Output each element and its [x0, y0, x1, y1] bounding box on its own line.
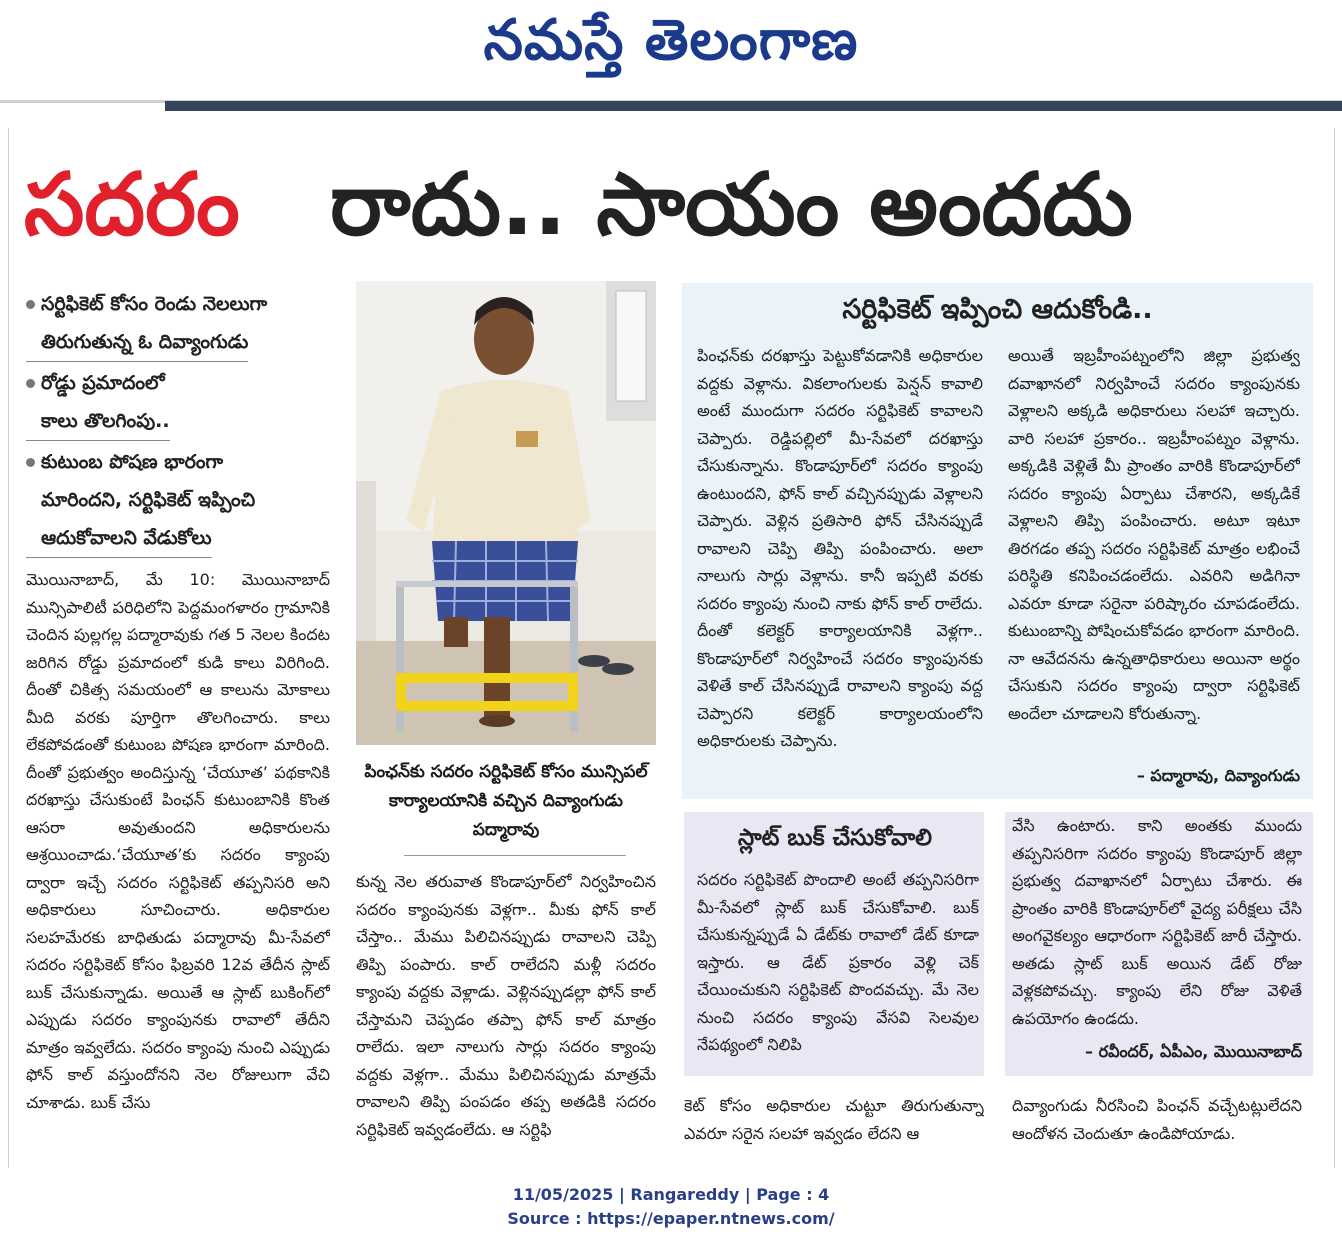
- info-text: వేసి ఉంటారు. కాని అంతకు ముందు తప్పనిసరిగా సదరం క్యాంపు కొండాపూర్ జిల్లా ప్రభుత్వ దవాఖానలో ఏర్పాటు చేశారు. ఈ ప్రాంతం వారికి కొండాపూర్‌లో వైద్య పరీక్షలు చేసి అంగవైకల్యం ఆధారంగా సర్టిఫికెట్ జారీ చేస్తారు. అతడు స్లాట్ బుక్ అయిన డేట్ రోజు వెళ్లకపోవచ్చు. క్యాంపు లేని రోజు వెళితే ఉపయోగం ఉండదు.: [1012, 816, 1302, 1028]
- article-text: మొయినాబాద్, మే 10: మొయినాబాద్ మున్సిపాలిటీ పరిధిలోని పెద్దమంగళారం గ్రామానికి చెందిన పుల్లగల్ల పద్మారావుకు గత 5 నెలల కిందట జరిగిన రోడ్డు ప్రమాదంలో కుడి కాలు విరిగింది. దీంతో చికిత్స సమయంలో ఆ కాలును మోకాలు మీది వరకు పూర్తిగా తొలగించారు. కాలు లేకపోవడంతో కుటుంబ పోషణ భారంగా మారింది. దీంతో ప్రభుత్వం అందిస్తున్న ‘చేయూత’ పథకానికి దరఖాస్తు చేసుకుంటే పింఛన్ కుటుంబానికి కొంత ఆసరా అవుతుందని అధికారులను ఆశ్రయించాడు.‘చేయూత’కు సదరం క్యాంపు ద్వారా ఇచ్చే సదరం సర్టిఫికెట్ తప్పనిసరి అని అధికారులు సూచించారు. అధికారుల సలహమేరకు బాధితుడు పద్మారావు మీ-సేవలో సదరం సర్టిఫికెట్ కోసం ఫిబ్రవరి 12వ తేదీన స్లాట్ బుక్ చేసుకున్నాడు. అయితే ఆ స్లాట్ బుకింగ్‌లో ఎప్పుడు సదరం క్యాంపునకు రావాలో తేదీని మాత్రం ఇవ్వలేదు. సదరం క్యాంపు నుంచి ఎప్పుడు ఫోన్ కాల్ వస్తుందోనని నెల రోజులుగా వేచి చూశాడు. బుక్ చేసు: [26, 570, 330, 1112]
- quote-text: అయితే ఇబ్రహీంపట్నంలోని జిల్లా ప్రభుత్వ దవాఖానలో నిర్వహించే సదరం క్యాంపునకు వెళ్లాలని అక్కడి అధికారులు సలహా ఇచ్చారు. వారి సలహా ప్రకారం.. ఇబ్రహీంపట్నం వెళ్లాను. అక్కడికి వెళ్లితే మీ ప్రాంతం వారికి కొండాపూర్‌లో సదరం క్యాంపు ఏర్పాటు చేశారని, అక్కడికే వెళ్లాలని తిప్పి పంపించారు. అటూ ఇటూ తిరగడం తప్ప సదరం సర్టిఫికెట్ మాత్రం లభించే పరిస్థితి కనిపించడంలేదు. ఎవరిని అడిగినా ఎవరూ కూడా సరైనా పరిష్కారం చూపడంలేదు. కుటుంబాన్ని పోషించుకోవడం భారంగా మారింది. నా ఆవేదనను ఉన్నతాధికారులు అయినా అర్థం చేసుకుని సదరం క్యాంపు ద్వారా సర్టిఫికెట్ అందేలా చూడాలని కోరుతున్నా.: [1008, 346, 1300, 723]
- article-column-2: [356, 868, 656, 1158]
- bullet-point: [26, 285, 326, 362]
- bullet-point: [26, 364, 326, 441]
- bullet-point: [26, 443, 326, 558]
- masthead-bar: [165, 101, 1342, 111]
- quote-text: పింఛన్‌కు దరఖాస్తు పెట్టుకోవడానికి అధికారుల వద్దకు వెళ్లాను. వికలాంగులకు పెన్షన్ కావాలి అంటే ముందుగా సదరం సర్టిఫికెట్ కావాలని చెప్పారు. రెడ్డిపల్లిలో మీ-సేవలో దరఖాస్తు చేసుకున్నాను. కొండాపూర్‌లో సదరం క్యాంపు ఉంటుందని, ఫోన్ కాల్ వచ్చినప్పుడు వెళ్లాలని చెప్పారు. వెళ్లిన ప్రతిసారి ఫోన్ చేసినప్పుడే రావాలని చెప్పి తిప్పి పంపించారు. అలా నాలుగు సార్లు వెళ్లాను. కానీ ఇప్పటి వరకు సదరం క్యాంపు నుంచి నాకు ఫోన్ కాల్ రాలేదు. దీంతో కలెక్టర్ కార్యాలయానికి వెళ్లగా.. కొండాపూర్‌లో నిర్వహించే సదరం క్యాంపునకు వెళితే కాల్ చేసినప్పుడే రావాలని క్యాంపు వద్ద చెప్పారని కలెక్టర్ కార్యాలయంలోని అధికారులకు చెప్పాను.: [697, 346, 983, 750]
- bullet-dot-icon: [26, 458, 35, 467]
- masthead: [0, 0, 1342, 92]
- caption-divider: [404, 855, 626, 856]
- info-box-column-2: [1012, 812, 1302, 1034]
- bullet-text: రోడ్డు ప్రమాదంలో: [41, 372, 165, 394]
- bullet-text: కుటుంబ పోషణ భారంగా: [41, 451, 224, 473]
- article-column-3: [684, 1092, 984, 1152]
- info-box-column-1: [697, 866, 979, 1066]
- headline: [0, 150, 1342, 260]
- bullet-text: కాలు తొలగింపు..: [26, 402, 170, 441]
- headline-rest: రాదు.. సాయం అందదు: [330, 155, 1133, 255]
- bullet-text: మారిందని, సర్టిఫికెట్ ఇప్పించి: [41, 489, 256, 511]
- quote-signature: – పద్మారావు, దివ్యాంగుడు: [1136, 766, 1300, 785]
- article-column-1: [26, 566, 330, 1156]
- article-text: కున్న నెల తరువాత కొండాపూర్‌లో నిర్వహించిన సదరం క్యాంపునకు వెళ్లగా.. మీకు ఫోన్ కాల్ చేస్తాం.. మేము పిలిచినప్పుడు రావాలని చెప్పి తిప్పి పంపారు. కాల్ రాలేదని మళ్లీ సదరం క్యాంపు వద్దకు వెళ్లాడు. వెళ్లినప్పుడల్లా ఫోన్ కాల్ చేస్తామని చెప్పడం తప్పా ఫోన్ కాల్ మాత్రం రాలేదు. ఇలా నాలుగు సార్లు సదరం క్యాంపు వద్దకు వెళ్లగా.. మేము పిలిచినప్పుడు మాత్రమే రావాలని తిప్పి పంపడం తప్ప అతడికి సదరం సర్టిఫికెట్ ఇవ్వడంలేదు. ఆ సర్టిఫి: [356, 872, 656, 1139]
- info-box-title: స్లాట్ బుక్ చేసుకోవాలి: [737, 825, 933, 851]
- article-text: కెట్ కోసం అధికారుల చుట్టూ తిరుగుతున్నా ఎవరూ సరైన సలహా ఇవ్వడం లేదని ఆ: [684, 1096, 984, 1143]
- page-border-left: [8, 128, 9, 1168]
- bullet-dot-icon: [26, 379, 35, 388]
- page-border-right: [1334, 128, 1335, 1168]
- info-text: సదరం సర్టిఫికెట్ పొందాలి అంటే తప్పనిసరిగా మీ-సేవలో స్లాట్ బుక్ చేసుకోవాలి. బుక్ చేసుకున్నప్పుడే ఏ డేట్‌కు రావాలో డేట్ కూడా ఇస్తారు. ఆ డేట్ ప్రకారం వెళ్లి చెక్ చేయించుకుని సర్టిఫికెట్ పొందవచ్చు. మే నెల నుంచి సదరం క్యాంపు వేసవి సెలవుల నేపథ్యంలో నిలిపి: [697, 870, 979, 1054]
- bullet-text: సర్టిఫికెట్ కోసం రెండు నెలలుగా: [41, 293, 268, 315]
- info-signature: – రవీందర్, ఏపీఎం, మొయినాబాద్: [1085, 1042, 1302, 1061]
- quote-box-column-1: [697, 342, 983, 792]
- headline-red-word: సదరం: [24, 155, 240, 255]
- man-with-walker-image: [356, 281, 656, 745]
- photo-padmarao: [356, 281, 656, 745]
- bullet-text: తిరుగుతున్న ఓ దివ్యాంగుడు: [26, 323, 248, 362]
- article-text: దివ్యాంగుడు నీరసించి పింఛన్ వచ్చేటట్లులేదని ఆందోళన చెందుతూ ఉండిపోయాడు.: [1012, 1096, 1302, 1143]
- article-column-4: [1012, 1092, 1302, 1152]
- bullet-dot-icon: [26, 300, 35, 309]
- footer-source-line[interactable]: Source : https://epaper.ntnews.com/: [507, 1209, 835, 1228]
- masthead-title: నమస్తే తెలంగాణ: [483, 7, 859, 73]
- photo-caption: పింఛన్‌కు సదరం సర్టిఫికెట్ కోసం మున్సిపల్ కార్యాలయానికి వచ్చిన దివ్యాంగుడు పద్మారావు: [364, 762, 648, 840]
- bullet-text: ఆదుకోవాలని వేడుకోలు: [26, 519, 212, 558]
- footer-date-line: 11/05/2025 | Rangareddy | Page : 4: [512, 1185, 830, 1204]
- quote-box-column-2: [1008, 342, 1300, 762]
- quote-box-title: సర్టిఫికెట్ ఇప్పించి ఆదుకోండి..: [842, 294, 1153, 325]
